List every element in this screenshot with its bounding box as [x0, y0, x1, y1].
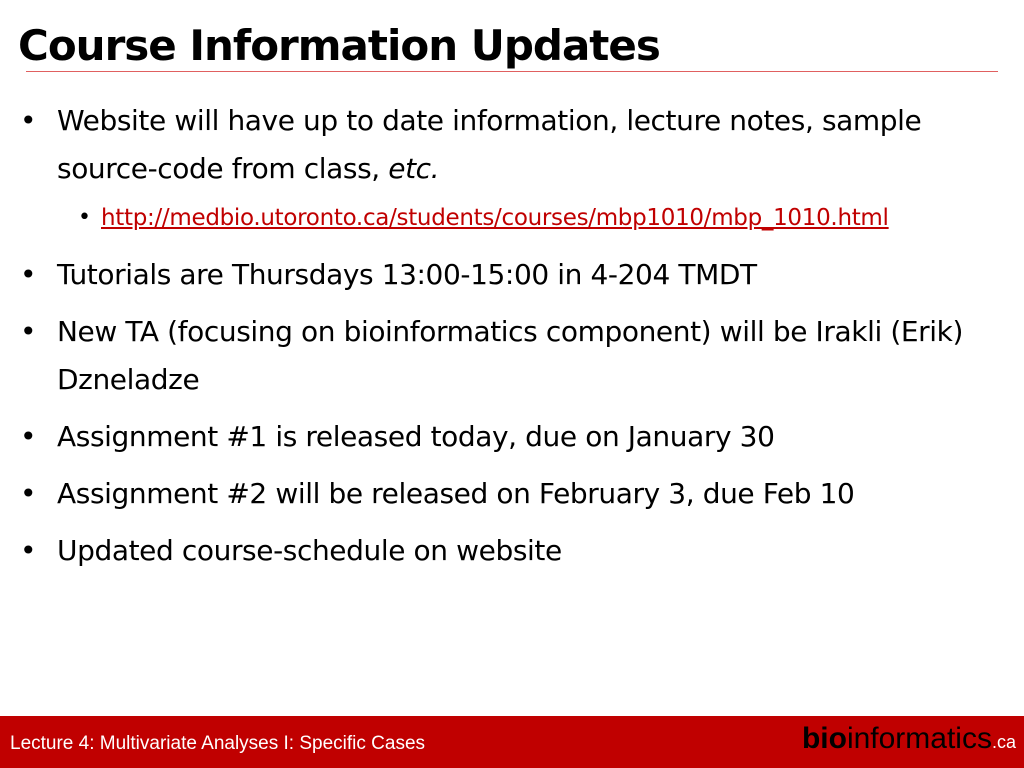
lecture-title: Lecture 4: Multivariate Analyses I: Specific Cases	[10, 733, 426, 754]
bullet-item-website	[0, 97, 1010, 193]
bullet-text-italic: etc.	[388, 152, 440, 185]
bioinformatics-logo	[802, 722, 1016, 756]
bullet-icon: •	[20, 534, 37, 567]
bullet-text: Website will have up to date information, lecture notes, sample source-code from class,	[57, 104, 922, 185]
bullet-text: Assignment #1 is released today, due on January 30	[57, 420, 775, 453]
bullet-icon: •	[20, 477, 37, 510]
bullet-text: New TA (focusing on bioinformatics component) will be Irakli (Erik) Dzneladze	[57, 315, 963, 396]
bullet-text: Assignment #2 will be released on February 3, due Feb 10	[57, 477, 855, 510]
bullet-item-schedule	[0, 527, 1010, 575]
title-divider	[26, 71, 998, 72]
bullet-icon: •	[20, 420, 37, 453]
course-website-link[interactable]: http://medbio.utoronto.ca/students/courses/mbp1010/mbp_1010.html	[101, 205, 889, 231]
bullet-item-assignment-2	[0, 470, 1010, 518]
slide-content	[0, 97, 1010, 575]
bullet-text: Updated course-schedule on website	[57, 534, 562, 567]
bullet-text: Tutorials are Thursdays 13:00-15:00 in 4-204 TMDT	[57, 258, 757, 291]
sub-bullet-item-url	[0, 197, 1010, 239]
bullet-icon: •	[20, 104, 37, 137]
logo-bio: bio	[801, 722, 847, 755]
bullet-icon: •	[20, 258, 37, 291]
logo-informatics: informatics	[846, 722, 992, 755]
slide-title: Course Information Updates	[18, 21, 660, 70]
bullet-icon: •	[78, 205, 91, 230]
bullet-icon: •	[20, 315, 37, 348]
slide-footer	[0, 716, 1024, 768]
logo-ca: .ca	[991, 732, 1016, 752]
bullet-item-assignment-1	[0, 413, 1010, 461]
bullet-item-new-ta	[0, 308, 1010, 404]
bullet-item-tutorials	[0, 251, 1010, 299]
